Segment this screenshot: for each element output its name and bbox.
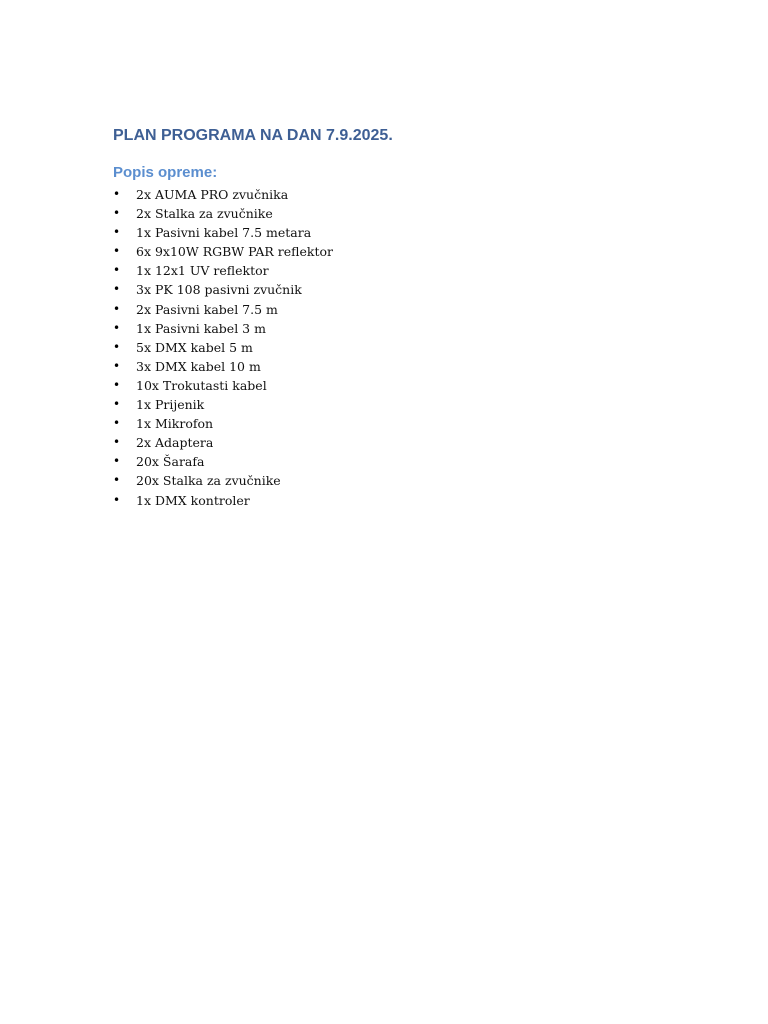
list-item-text: 1x DMX kontroler (136, 492, 250, 508)
list-item-text: 20x Šarafa (136, 454, 205, 470)
list-item-text: 20x Stalka za zvučnike (136, 473, 281, 489)
list-item (113, 204, 673, 223)
list-item (113, 471, 673, 490)
list-item (113, 319, 673, 338)
list-item (113, 357, 673, 376)
list-item (113, 338, 673, 357)
list-item-text: 2x AUMA PRO zvučnika (136, 187, 289, 202)
bullet-icon: • (113, 206, 121, 221)
list-item-text: 2x Stalka za zvučnike (136, 206, 273, 222)
list-item (113, 414, 673, 433)
list-item-text: 2x Adaptera (136, 435, 214, 451)
bullet-icon: • (113, 301, 121, 316)
list-item-text: 3x DMX kabel 10 m (136, 358, 261, 374)
bullet-icon: • (113, 454, 121, 469)
list-item-text: 1x Mikrofon (136, 416, 214, 432)
list-item-text: 1x 12x1 UV reflektor (136, 263, 269, 279)
list-item (113, 185, 673, 204)
bullet-icon: • (113, 377, 121, 392)
list-item (113, 491, 673, 510)
bullet-icon: • (113, 244, 121, 259)
list-item-text: 5x DMX kabel 5 m (136, 339, 253, 355)
list-item-text: 3x PK 108 pasivni zvučnik (136, 282, 302, 298)
bullet-icon: • (113, 416, 121, 431)
bullet-icon: • (113, 320, 121, 335)
bullet-icon: • (113, 339, 121, 354)
list-item (113, 452, 673, 471)
list-item (113, 433, 673, 452)
list-item-text: 10x Trokutasti kabel (136, 377, 267, 393)
bullet-icon: • (113, 473, 121, 488)
list-item-text: 1x Pasivni kabel 7.5 metara (136, 225, 312, 241)
bullet-icon: • (113, 358, 121, 373)
bullet-icon: • (113, 263, 121, 278)
bullet-icon: • (113, 435, 121, 450)
bullet-icon: • (113, 282, 121, 297)
list-item (113, 242, 673, 261)
list-item-text: 1x Pasivni kabel 3 m (136, 320, 266, 336)
list-item (113, 395, 673, 414)
list-item (113, 376, 673, 395)
list-item (113, 261, 673, 280)
document-body (113, 125, 673, 510)
bullet-icon: • (113, 225, 121, 240)
equipment-list (113, 185, 673, 510)
bullet-icon: • (113, 397, 121, 412)
bullet-icon: • (113, 187, 121, 201)
section-heading-equipment: Popis opreme: (113, 164, 218, 181)
list-item (113, 300, 673, 319)
list-item-text: 1x Prijenik (136, 397, 205, 413)
list-item (113, 280, 673, 299)
document-title: PLAN PROGRAMA NA DAN 7.9.2025. (113, 127, 393, 144)
list-item (113, 223, 673, 242)
bullet-icon: • (113, 492, 121, 507)
list-item-text: 6x 9x10W RGBW PAR reflektor (136, 244, 333, 260)
list-item-text: 2x Pasivni kabel 7.5 m (136, 301, 278, 317)
